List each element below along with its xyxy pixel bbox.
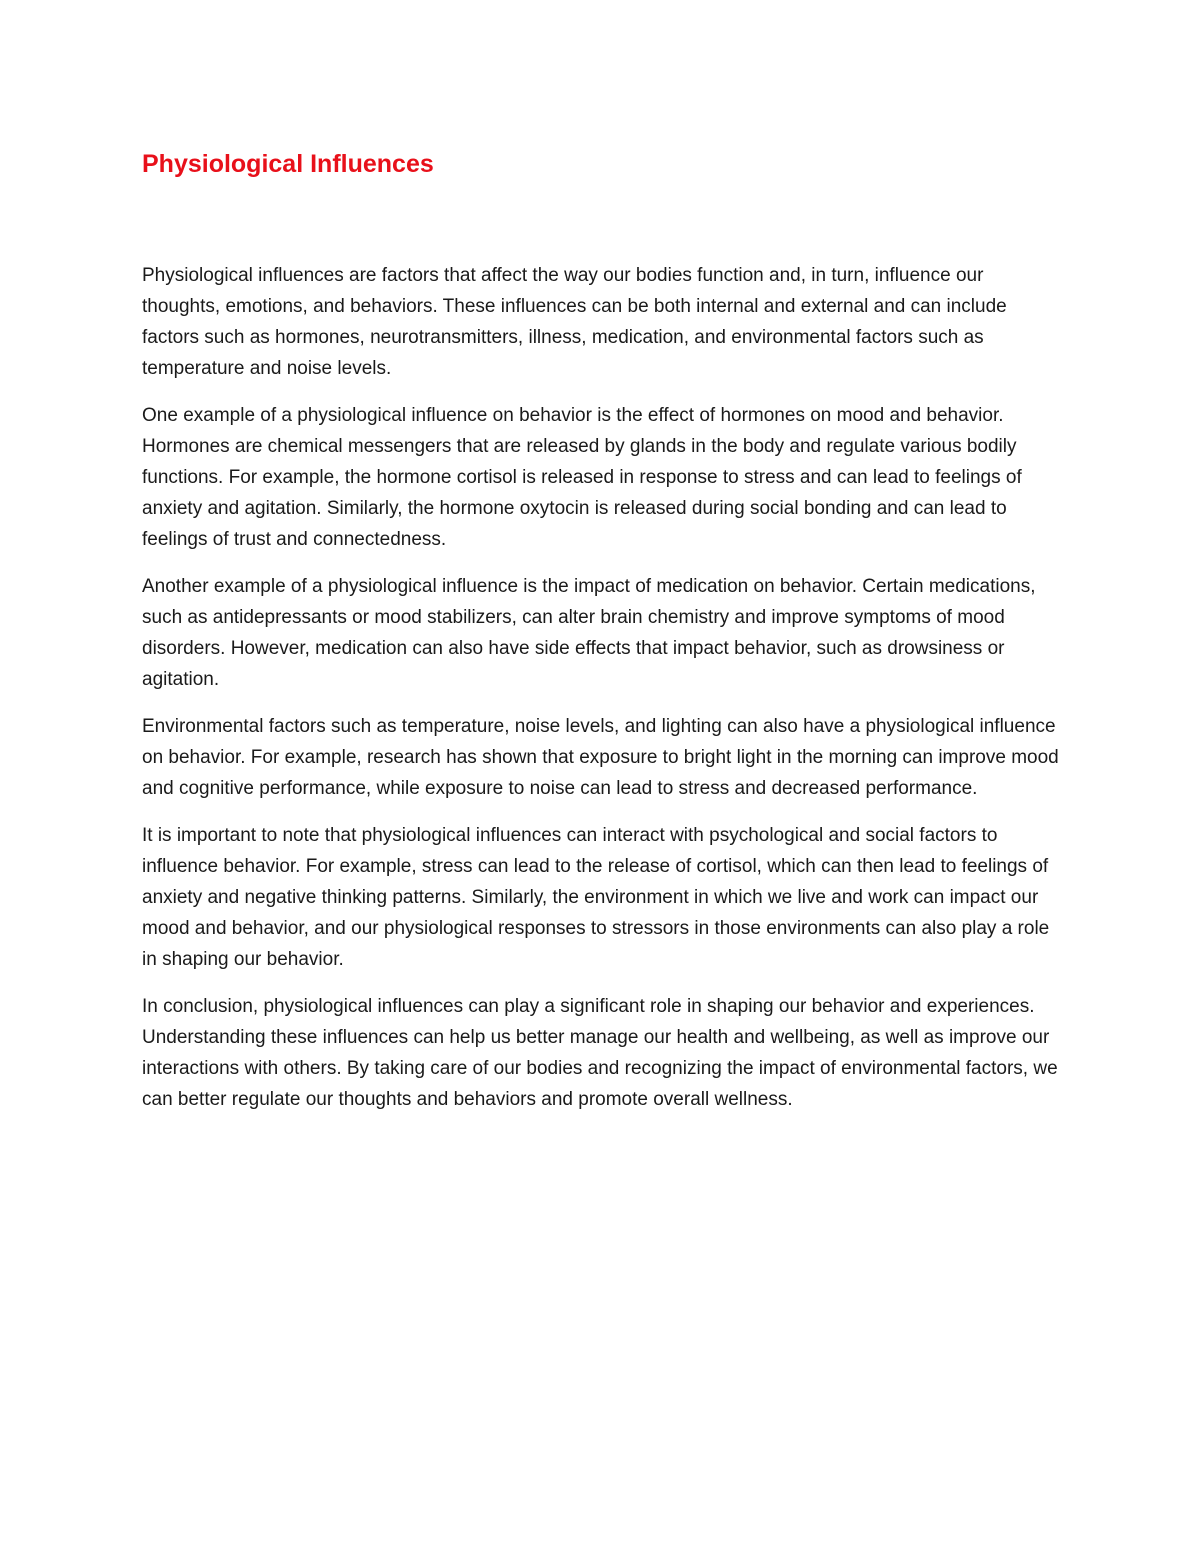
paragraph-environmental-factors: Environmental factors such as temperature, noise levels, and lighting can also have a physiological influence on behavior. For example, research has shown that exposure to bright light in the morning can improve mood and cognitive performance, while exposure to noise can lead to stress and decreased performance. bbox=[142, 716, 1059, 799]
paragraph-medication: Another example of a physiological influence is the impact of medication on behavior. Certain medications, such as antidepressants or mood stabilizers, can alter brain chemistry and improve symptoms of mood disorders. However, medication can also have side effects that impact behavior, such as drowsiness or agitation. bbox=[142, 576, 1036, 690]
paragraph-conclusion: In conclusion, physiological influences can play a significant role in shaping our behavior and experiences. Understanding these influences can help us better manage our health and wellbeing, as well as improve our interactions with others. By taking care of our bodies and recognizing the impact of environmental factors, we can better regulate our thoughts and behaviors and promote overall wellness. bbox=[142, 996, 1058, 1110]
document-content bbox=[142, 140, 1062, 1131]
paragraph-hormones: One example of a physiological influence on behavior is the effect of hormones on mood and behavior. Hormones are chemical messengers that are released by glands in the body and regulate various bodily functions. For example, the hormone cortisol is released in response to stress and can lead to feelings of anxiety and agitation. Similarly, the hormone oxytocin is released during social bonding and can lead to feelings of trust and connectedness. bbox=[142, 405, 1022, 550]
paragraph-introduction: Physiological influences are factors that affect the way our bodies function and, in turn, influence our thoughts, emotions, and behaviors. These influences can be both internal and external and can include factors such as hormones, neurotransmitters, illness, medication, and environmental factors such as temperature and noise levels. bbox=[142, 265, 1007, 379]
document-title: Physiological Influences bbox=[142, 150, 434, 178]
document-body bbox=[142, 260, 1062, 1115]
paragraph-interactions: It is important to note that physiological influences can interact with psychological and social factors to influence behavior. For example, stress can lead to the release of cortisol, which can then lead to feelings of anxiety and negative thinking patterns. Similarly, the environment in which we live and work can impact our mood and behavior, and our physiological responses to stressors in those environments can also play a role in shaping our behavior. bbox=[142, 825, 1050, 970]
